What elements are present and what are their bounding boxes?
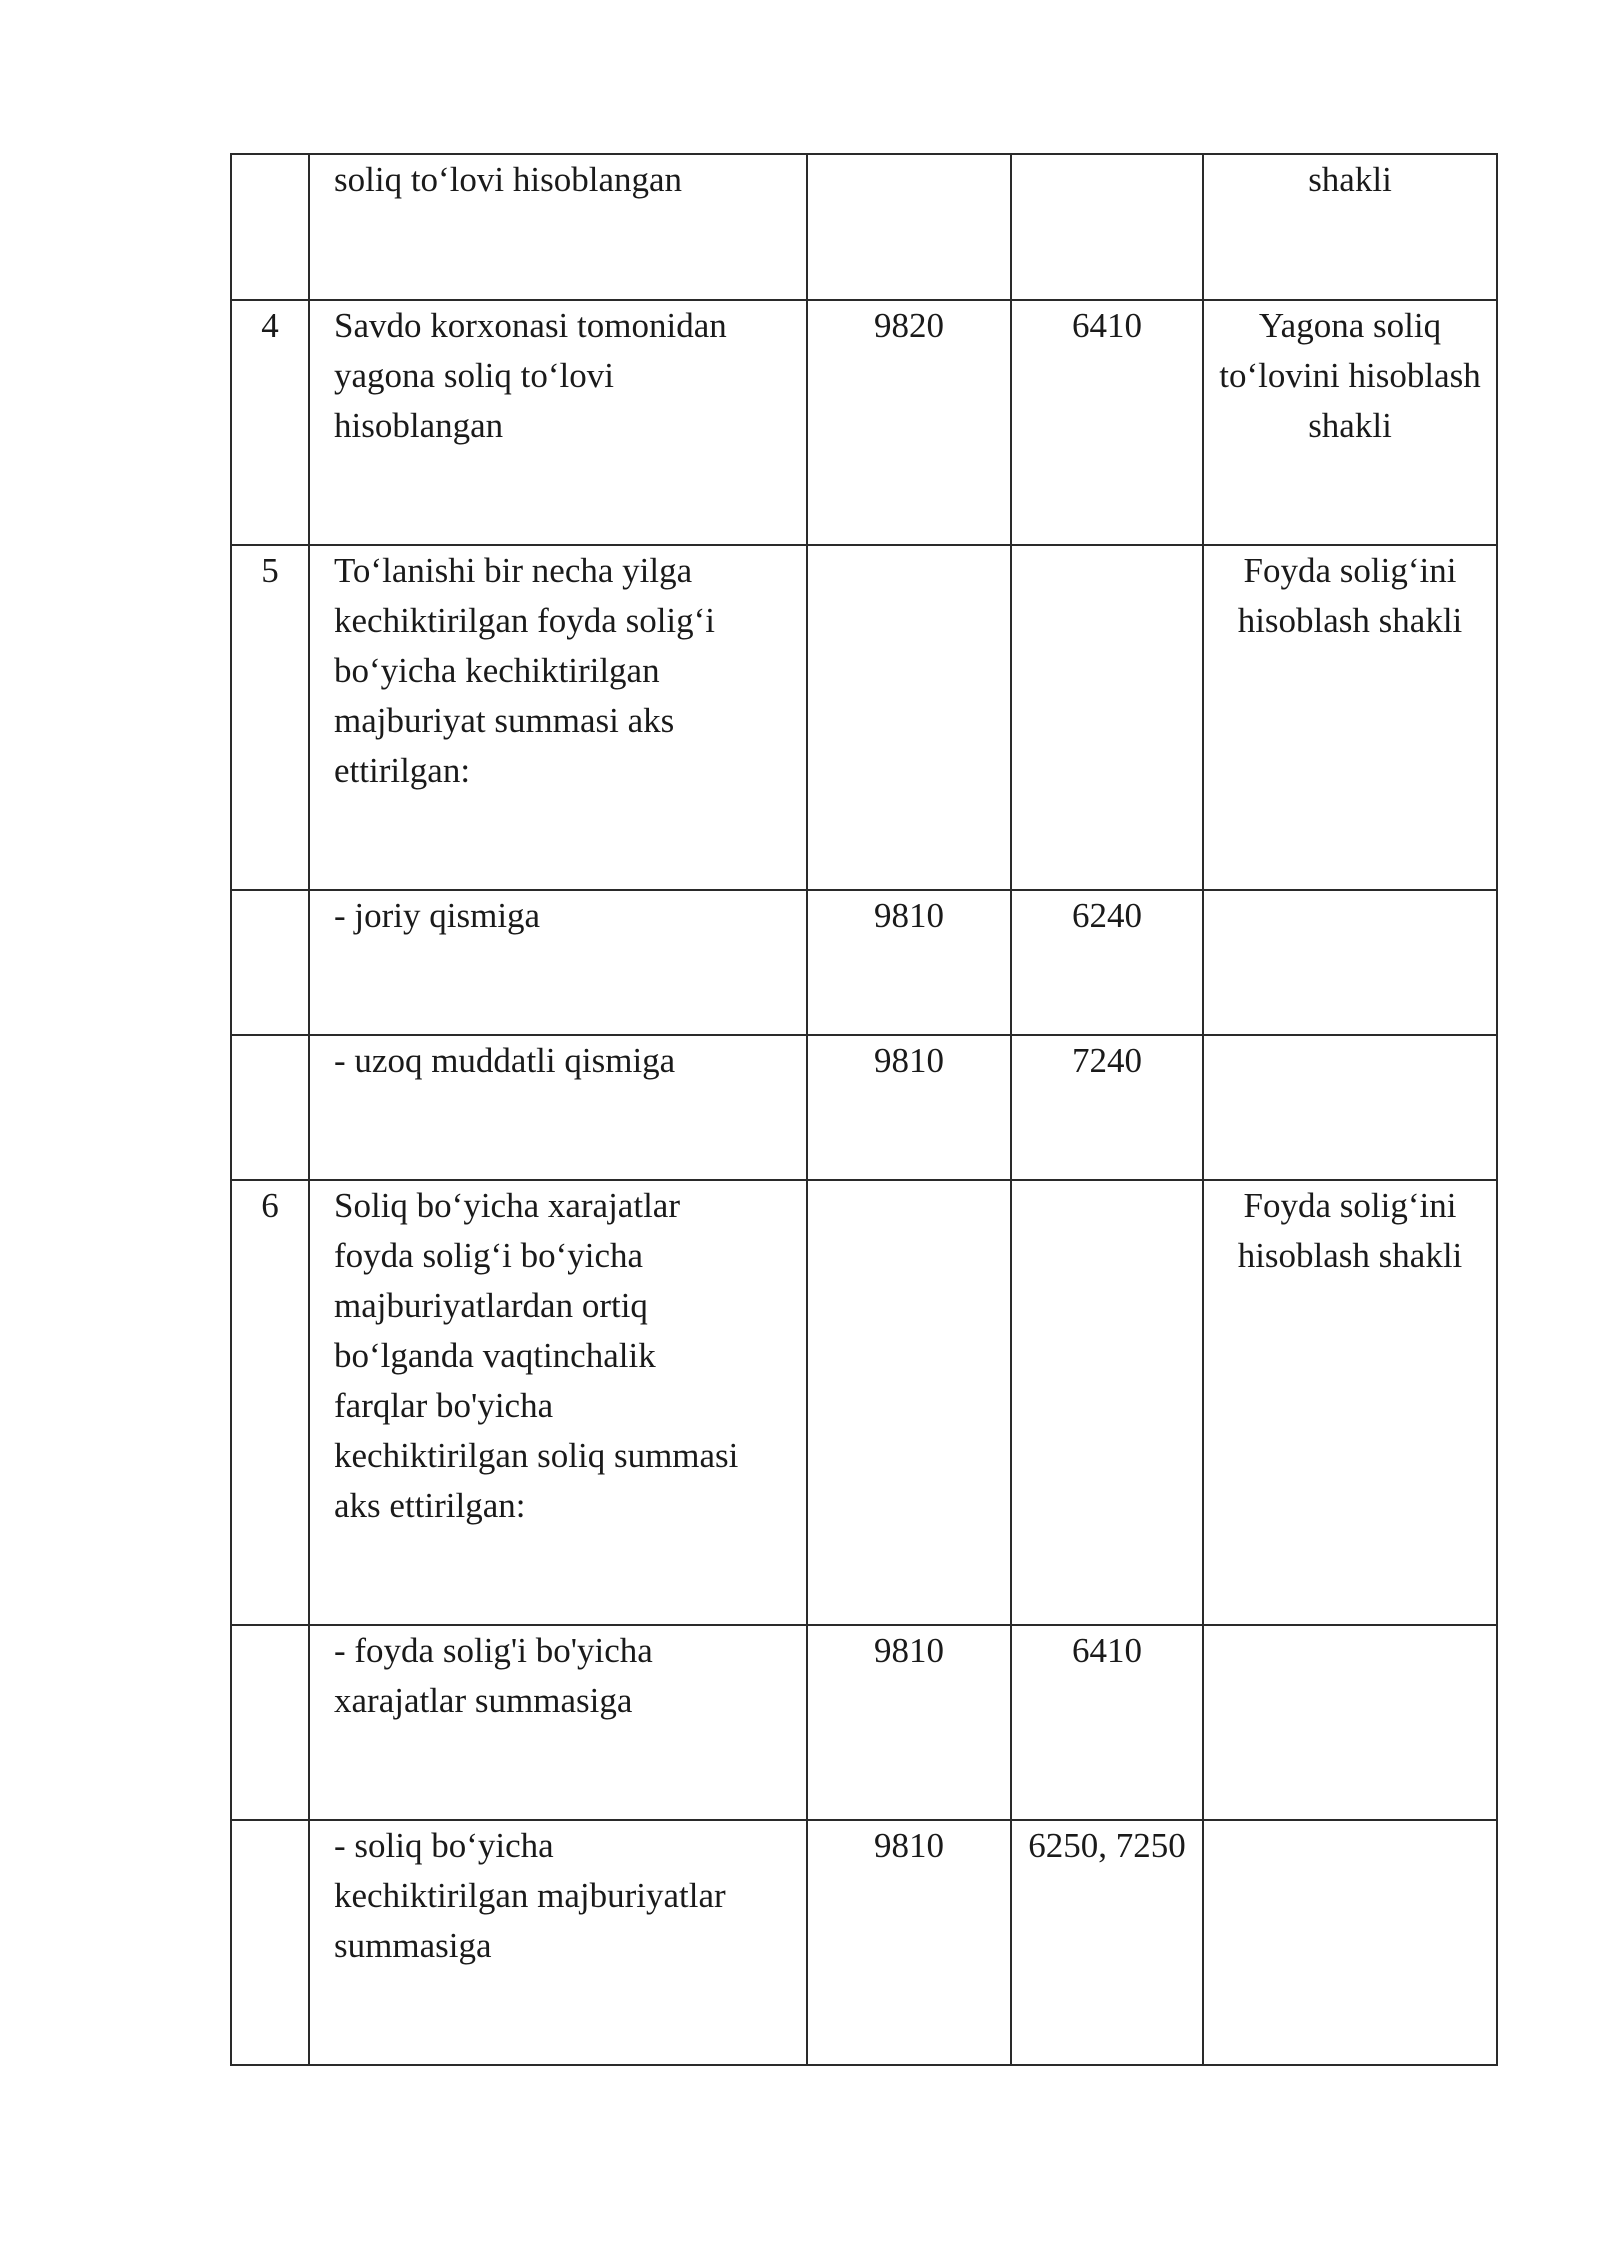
debit-cell	[807, 545, 1011, 890]
table-row	[231, 1820, 1497, 2065]
credit-account: 6410	[1072, 306, 1142, 345]
document-cell	[1203, 1180, 1497, 1625]
table-row	[231, 1625, 1497, 1820]
credit-account: 6410	[1072, 1631, 1142, 1670]
document-cell	[1203, 1035, 1497, 1180]
row-number-cell	[231, 545, 309, 890]
document-cell	[1203, 1820, 1497, 2065]
debit-account: 9810	[874, 1631, 944, 1670]
row-number-cell	[231, 890, 309, 1035]
row-description: To‘lanishi bir necha yilga kechiktirilgan foyda solig‘i bo‘yicha kechiktirilgan majburiyat summasi aks ettirilgan:	[334, 551, 716, 790]
row-description: - uzoq muddatli qismiga	[334, 1041, 676, 1080]
debit-cell	[807, 1180, 1011, 1625]
credit-account: 7240	[1072, 1041, 1142, 1080]
credit-cell	[1011, 890, 1203, 1035]
debit-cell	[807, 1820, 1011, 2065]
table-row	[231, 300, 1497, 545]
debit-account: 9810	[874, 896, 944, 935]
description-cell	[309, 1035, 807, 1180]
document-cell	[1203, 545, 1497, 890]
credit-cell	[1011, 300, 1203, 545]
row-number-cell	[231, 1820, 309, 2065]
credit-cell	[1011, 545, 1203, 890]
debit-cell	[807, 890, 1011, 1035]
row-number: 6	[261, 1186, 279, 1225]
credit-cell	[1011, 1180, 1203, 1625]
table-row	[231, 545, 1497, 890]
row-number-cell	[231, 1180, 309, 1625]
row-description: - foyda solig'i bo'yicha xarajatlar summasiga	[334, 1631, 653, 1720]
row-description: - joriy qismiga	[334, 896, 541, 935]
table-row	[231, 154, 1497, 300]
credit-cell	[1011, 1035, 1203, 1180]
debit-account: 9820	[874, 306, 944, 345]
row-number-cell	[231, 154, 309, 300]
debit-cell	[807, 1625, 1011, 1820]
table-row	[231, 1180, 1497, 1625]
row-number-cell	[231, 1625, 309, 1820]
row-number: 4	[261, 306, 279, 345]
table-row	[231, 890, 1497, 1035]
credit-account: 6240	[1072, 896, 1142, 935]
description-cell	[309, 1625, 807, 1820]
source-document: shakli	[1308, 160, 1392, 199]
source-document: Yagona soliq to‘lovini hisoblash shakli	[1219, 306, 1481, 445]
source-document: Foyda solig‘ini hisoblash shakli	[1237, 1186, 1463, 1275]
debit-cell	[807, 154, 1011, 300]
debit-cell	[807, 1035, 1011, 1180]
row-description: Soliq bo‘yicha xarajatlar foyda solig‘i bo‘yicha majburiyatlardan ortiq bo‘lganda vaqtinchalik farqlar bo'yicha kechiktirilgan soliq summasi aks ettirilgan:	[334, 1186, 739, 1525]
row-number-cell	[231, 300, 309, 545]
source-document: Foyda solig‘ini hisoblash shakli	[1237, 551, 1463, 640]
description-cell	[309, 1820, 807, 2065]
credit-account: 6250, 7250	[1028, 1826, 1186, 1865]
debit-account: 9810	[874, 1041, 944, 1080]
description-cell	[309, 300, 807, 545]
document-cell	[1203, 890, 1497, 1035]
credit-cell	[1011, 1820, 1203, 2065]
description-cell	[309, 154, 807, 300]
document-cell	[1203, 300, 1497, 545]
description-cell	[309, 545, 807, 890]
row-description: - soliq bo‘yicha kechiktirilgan majburiyatlar summasiga	[334, 1826, 726, 1965]
table-row	[231, 1035, 1497, 1180]
row-number-cell	[231, 1035, 309, 1180]
credit-cell	[1011, 1625, 1203, 1820]
debit-cell	[807, 300, 1011, 545]
accounting-entries-table	[230, 153, 1498, 2066]
debit-account: 9810	[874, 1826, 944, 1865]
row-description: Savdo korxonasi tomonidan yagona soliq to‘lovi hisoblangan	[334, 306, 727, 445]
credit-cell	[1011, 154, 1203, 300]
document-cell	[1203, 154, 1497, 300]
row-number: 5	[261, 551, 279, 590]
description-cell	[309, 1180, 807, 1625]
row-description: soliq to‘lovi hisoblangan	[334, 160, 683, 199]
description-cell	[309, 890, 807, 1035]
document-cell	[1203, 1625, 1497, 1820]
